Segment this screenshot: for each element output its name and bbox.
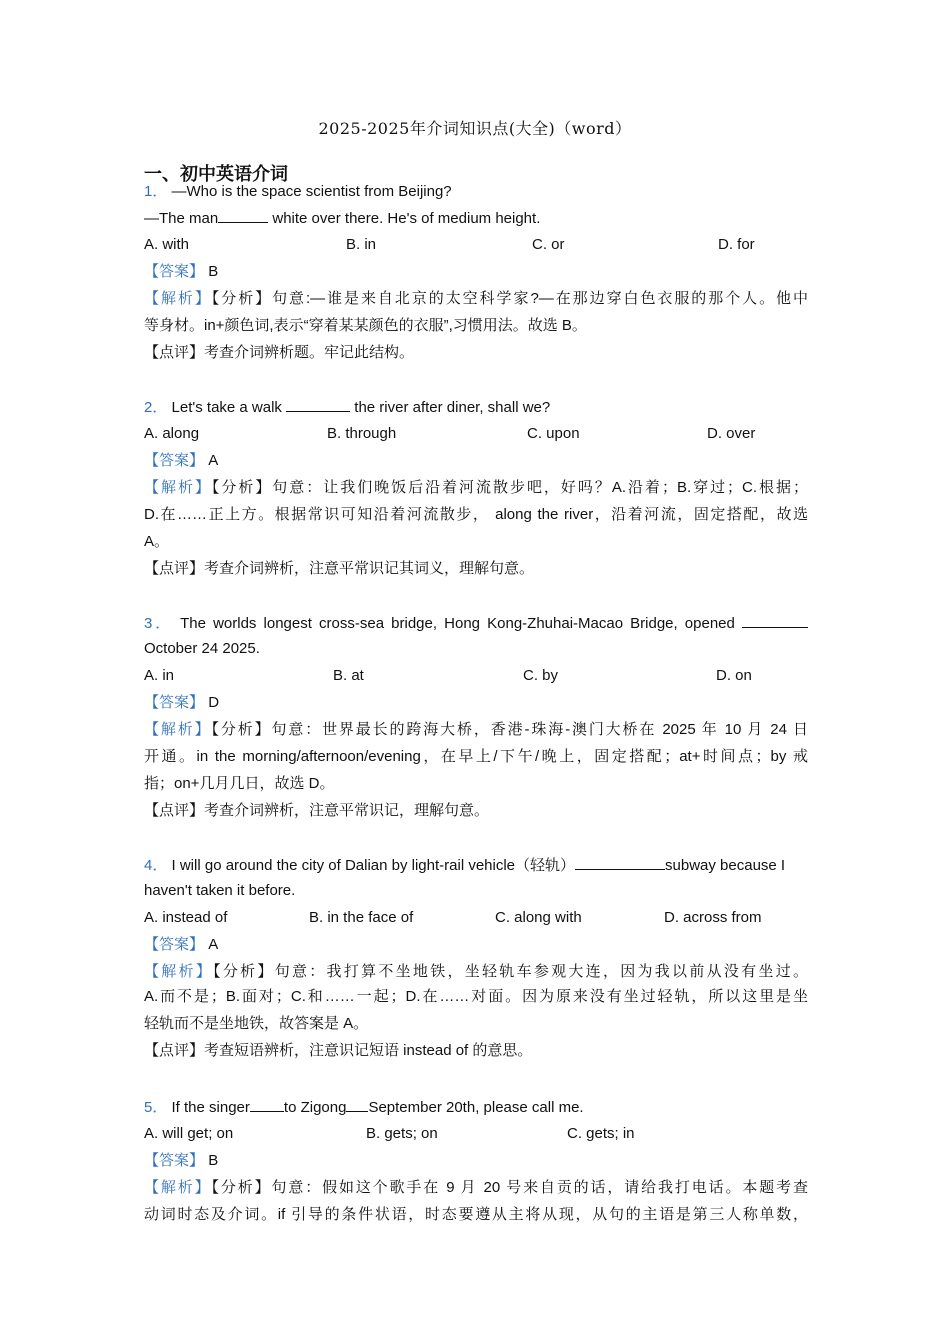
question-number: 4． xyxy=(144,857,168,874)
question-1-stem: 1． —Who is the space scientist from Beijing? xyxy=(144,183,452,200)
answer-line: 【答案】 B xyxy=(144,1152,219,1169)
analysis-line: 【解析】【分析】句意：让我们晚饭后沿着河流散步吧，好吗？A.沿着；B.穿过；C.根据； xyxy=(144,479,808,496)
answer-blank xyxy=(346,1097,368,1112)
answer-tag: 【答案】 xyxy=(144,1152,205,1169)
analysis-line: D.在……正上方。根据常识可知沿着河流散步， along the river，沿着河流，固定搭配，故选 xyxy=(144,506,808,523)
analysis-tag: 【解析】 xyxy=(144,721,212,738)
analysis-tag: 【解析】 xyxy=(144,963,214,980)
option-d: D. across from xyxy=(664,909,762,926)
analysis-line: 开通。in the morning/afternoon/evening，在早上/下午/晚上，固定搭配；at+时间点；by 戒 xyxy=(144,748,808,765)
comment-line: 【点评】考查短语辨析，注意识记短语 instead of 的意思。 xyxy=(144,1042,533,1059)
option-b: B. at xyxy=(333,667,364,684)
analysis-line: 【解析】【分析】句意:—谁是来自北京的太空科学家?—在那边穿白色衣服的那个人。他中 xyxy=(144,290,808,307)
comment-line: 【点评】考查介词辨析，注意平常识记，理解句意。 xyxy=(144,802,490,819)
question-1-stem-line2: —The man white over there. He's of medium height. xyxy=(144,210,541,227)
option-c: C. along with xyxy=(495,909,582,926)
analysis-line: A。 xyxy=(144,533,170,550)
comment-line: 【点评】考查介词辨析题。牢记此结构。 xyxy=(144,344,415,361)
answer-blank xyxy=(218,208,268,223)
question-number: 5． xyxy=(144,1099,168,1116)
analysis-line: 指；on+几月几日，故选 D。 xyxy=(144,775,335,792)
analysis-line: 轻轨而不是坐地铁，故答案是 A。 xyxy=(144,1015,369,1032)
question-2-stem: 2． Let's take a walk the river after diner, shall we? xyxy=(144,399,551,416)
answer-blank xyxy=(742,613,808,628)
analysis-tag: 【解析】 xyxy=(144,290,212,307)
option-a: A. along xyxy=(144,425,200,442)
analysis-line: 【解析】【分析】句意：世界最长的跨海大桥，香港-珠海-澳门大桥在 2025 年 10 月 24 日 xyxy=(144,721,808,738)
option-d: D. over xyxy=(707,425,756,442)
question-4-stem-line2: haven't taken it before. xyxy=(144,882,296,899)
option-a: A. with xyxy=(144,236,190,253)
option-d: D. on xyxy=(716,667,752,684)
answer-line: 【答案】 B xyxy=(144,263,219,280)
answer-line: 【答案】 A xyxy=(144,452,219,469)
analysis-line: 等身材。in+颜色词,表示“穿着某某颜色的衣服”,习惯用法。故选 B。 xyxy=(144,317,587,334)
question-number: 1． xyxy=(144,183,168,200)
section-heading: 一、初中英语介词 xyxy=(144,164,288,184)
answer-blank xyxy=(250,1097,284,1112)
analysis-line: A.而不是；B.面对；C.和……一起；D.在……对面。因为原来没有坐过轻轨，所以这里是坐 xyxy=(144,988,808,1005)
question-3-stem: 3． The worlds longest cross-sea bridge, Hong Kong-Zhuhai-Macao Bridge, opened xyxy=(144,613,808,634)
option-a: A. instead of xyxy=(144,909,228,926)
answer-line: 【答案】 A xyxy=(144,936,219,953)
question-4-stem: 4． I will go around the city of Dalian by light-rail vehicle（轻轨） subway because I xyxy=(144,857,786,874)
comment-line: 【点评】考查介词辨析，注意平常识记其词义，理解句意。 xyxy=(144,560,535,577)
option-c: C. or xyxy=(532,236,565,253)
analysis-tag: 【解析】 xyxy=(144,1179,212,1196)
answer-tag: 【答案】 xyxy=(144,263,205,280)
option-a: A. will get; on xyxy=(144,1125,234,1142)
option-c: C. gets; in xyxy=(567,1125,635,1142)
analysis-line: 【解析】【分析】句意：假如这个歌手在 9 月 20 号来自贡的话，请给我打电话。本题考查 xyxy=(144,1179,808,1196)
answer-tag: 【答案】 xyxy=(144,936,205,953)
option-b: B. in the face of xyxy=(309,909,414,926)
document-title: 2025-2025年介词知识点(大全)（word） xyxy=(318,119,632,138)
answer-blank xyxy=(575,855,665,870)
option-d: D. for xyxy=(718,236,755,253)
analysis-line: 【解析】【分析】句意：我打算不坐地铁，坐轻轨车参观大连，因为我以前从没有坐过。 xyxy=(144,963,808,980)
answer-tag: 【答案】 xyxy=(144,452,205,469)
option-b: B. gets; on xyxy=(366,1125,438,1142)
answer-tag: 【答案】 xyxy=(144,694,205,711)
question-3-stem-line2: October 24 2025. xyxy=(144,640,260,657)
option-a: A. in xyxy=(144,667,175,684)
answer-line: 【答案】 D xyxy=(144,694,220,711)
option-c: C. by xyxy=(523,667,559,684)
option-b: B. through xyxy=(327,425,397,442)
analysis-tag: 【解析】 xyxy=(144,479,212,496)
answer-blank xyxy=(286,397,350,412)
option-b: B. in xyxy=(346,236,377,253)
option-c: C. upon xyxy=(527,425,580,442)
question-5-stem: 5． If the singer to Zigong September 20th, please call me. xyxy=(144,1099,584,1116)
analysis-line: 动词时态及介词。if 引导的条件状语，时态要遵从主将从现，从句的主语是第三人称单数， xyxy=(144,1206,808,1223)
question-number: 3． xyxy=(144,615,174,632)
question-number: 2． xyxy=(144,399,168,416)
